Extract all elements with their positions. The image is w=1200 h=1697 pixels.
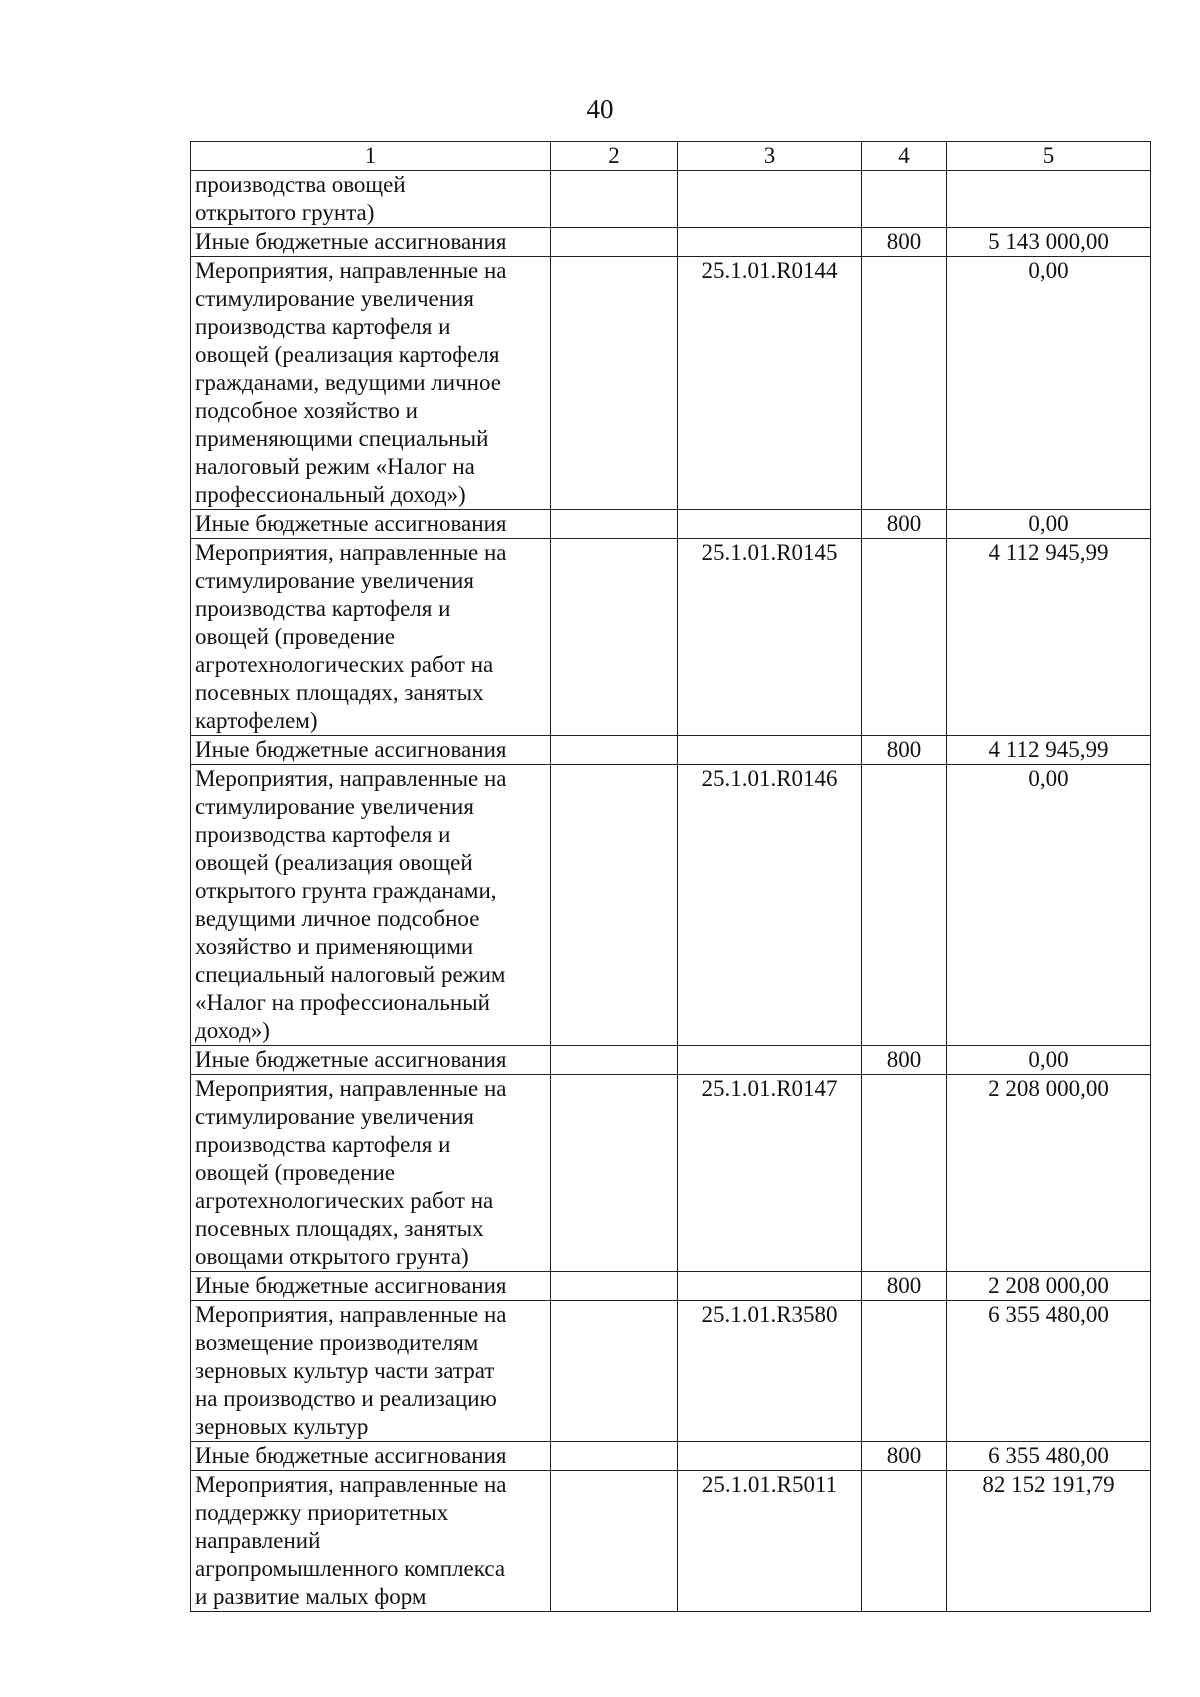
table-row [191, 1301, 1151, 1442]
row-code-cell [678, 1046, 862, 1075]
row-type-cell: 800 [862, 1272, 947, 1301]
header-cell: 1 [191, 142, 551, 171]
row-code-cell: 25.1.01.R0147 [678, 1075, 862, 1272]
row-code-cell [678, 736, 862, 765]
row-name-cell: Иные бюджетные ассигнования [191, 1046, 551, 1075]
row-type-cell [862, 539, 947, 736]
row-name-cell: производства овощей открытого грунта) [191, 171, 551, 228]
row-type-cell: 800 [862, 510, 947, 539]
table-row [191, 1075, 1151, 1272]
table-row [191, 1471, 1151, 1612]
row-amount-cell: 6 355 480,00 [947, 1442, 1151, 1471]
table-row [191, 171, 1151, 228]
row-code-cell [678, 1442, 862, 1471]
row-amount-cell [947, 171, 1151, 228]
table-row [191, 1272, 1151, 1301]
row-amount-cell: 4 112 945,99 [947, 539, 1151, 736]
row-amount-cell: 82 152 191,79 [947, 1471, 1151, 1612]
row-name-cell: Иные бюджетные ассигнования [191, 1272, 551, 1301]
row-type-cell: 800 [862, 1046, 947, 1075]
row-code-cell: 25.1.01.R3580 [678, 1301, 862, 1442]
table-row [191, 228, 1151, 257]
row-empty-cell [551, 539, 678, 736]
row-type-cell: 800 [862, 228, 947, 257]
header-cell: 4 [862, 142, 947, 171]
row-empty-cell [551, 257, 678, 510]
row-name-cell: Мероприятия, направленные на возмещение производителям зерновых культур части затрат на производство и реализацию зерновых культур [191, 1301, 551, 1442]
row-type-cell [862, 257, 947, 510]
row-empty-cell [551, 765, 678, 1046]
row-amount-cell: 5 143 000,00 [947, 228, 1151, 257]
row-name-cell: Иные бюджетные ассигнования [191, 1442, 551, 1471]
table-row [191, 257, 1151, 510]
row-code-cell: 25.1.01.R0144 [678, 257, 862, 510]
row-code-cell [678, 228, 862, 257]
table-row [191, 1046, 1151, 1075]
row-amount-cell: 4 112 945,99 [947, 736, 1151, 765]
row-amount-cell: 6 355 480,00 [947, 1301, 1151, 1442]
row-amount-cell: 0,00 [947, 510, 1151, 539]
row-empty-cell [551, 1272, 678, 1301]
row-empty-cell [551, 228, 678, 257]
row-code-cell [678, 1272, 862, 1301]
row-type-cell [862, 1301, 947, 1442]
row-name-cell: Мероприятия, направленные на поддержку приоритетных направлений агропромышленного комплекса и развитие малых форм [191, 1471, 551, 1612]
row-type-cell: 800 [862, 736, 947, 765]
row-type-cell [862, 171, 947, 228]
row-amount-cell: 2 208 000,00 [947, 1272, 1151, 1301]
row-type-cell [862, 765, 947, 1046]
page-number: 40 [586, 94, 614, 124]
row-name-cell: Иные бюджетные ассигнования [191, 228, 551, 257]
table-row [191, 510, 1151, 539]
budget-table [190, 141, 1151, 1612]
table-row [191, 736, 1151, 765]
row-name-cell: Мероприятия, направленные на стимулирование увеличения производства картофеля и овощей (проведение агротехнологических работ на посевных площадях, занятых картофелем) [191, 539, 551, 736]
row-code-cell: 25.1.01.R0145 [678, 539, 862, 736]
row-empty-cell [551, 1046, 678, 1075]
row-empty-cell [551, 171, 678, 228]
row-name-cell: Мероприятия, направленные на стимулирование увеличения производства картофеля и овощей (проведение агротехнологических работ на посевных площадях, занятых овощами открытого грунта) [191, 1075, 551, 1272]
table-row [191, 539, 1151, 736]
row-code-cell: 25.1.01.R0146 [678, 765, 862, 1046]
row-name-cell: Иные бюджетные ассигнования [191, 736, 551, 765]
row-empty-cell [551, 736, 678, 765]
row-amount-cell: 0,00 [947, 1046, 1151, 1075]
row-empty-cell [551, 1442, 678, 1471]
header-cell: 5 [947, 142, 1151, 171]
row-empty-cell [551, 510, 678, 539]
row-type-cell [862, 1471, 947, 1612]
row-code-cell [678, 171, 862, 228]
row-amount-cell: 2 208 000,00 [947, 1075, 1151, 1272]
row-name-cell: Мероприятия, направленные на стимулирование увеличения производства картофеля и овощей (реализация картофеля гражданами, ведущими личное подсобное хозяйство и применяющими специальный налоговый режим «Налог на профессиональный доход») [191, 257, 551, 510]
table-header-row [191, 142, 1151, 171]
row-amount-cell: 0,00 [947, 765, 1151, 1046]
row-name-cell: Мероприятия, направленные на стимулирование увеличения производства картофеля и овощей (реализация овощей открытого грунта гражданами, ведущими личное подсобное хозяйство и применяющими специальный налоговый режим «Налог на профессиональный доход») [191, 765, 551, 1046]
row-amount-cell: 0,00 [947, 257, 1151, 510]
header-cell: 3 [678, 142, 862, 171]
row-empty-cell [551, 1301, 678, 1442]
row-code-cell: 25.1.01.R5011 [678, 1471, 862, 1612]
row-code-cell [678, 510, 862, 539]
table-row [191, 765, 1151, 1046]
row-empty-cell [551, 1471, 678, 1612]
row-type-cell [862, 1075, 947, 1272]
row-type-cell: 800 [862, 1442, 947, 1471]
row-empty-cell [551, 1075, 678, 1272]
header-cell: 2 [551, 142, 678, 171]
table-row [191, 1442, 1151, 1471]
row-name-cell: Иные бюджетные ассигнования [191, 510, 551, 539]
